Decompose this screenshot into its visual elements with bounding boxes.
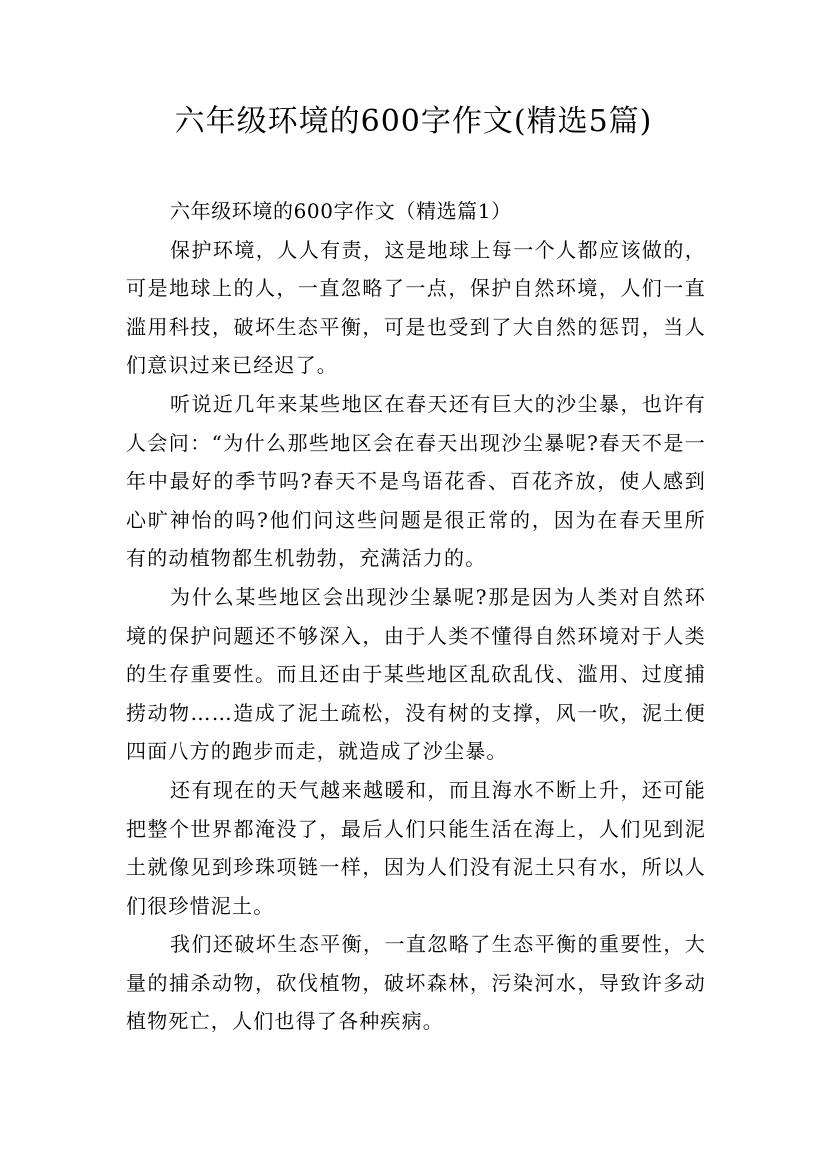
section-heading: 六年级环境的600字作文（精选篇1） bbox=[170, 199, 512, 223]
paragraph-2: 听说近几年来某些地区在春天还有巨大的沙尘暴，也许有人会问：“为什么那些地区会在春天出现沙尘暴呢?春天不是一年中最好的季节吗?春天不是鸟语花香、百花齐放，使人感到心旷神怡的吗?他们问这些问题是很正常的，因为在春天里所有的动植物都生机勃勃，充满活力的。 bbox=[126, 391, 706, 571]
paragraph-4: 还有现在的天气越来越暖和，而且海水不断上升，还可能把整个世界都淹没了，最后人们只能生活在海上，人们见到泥土就像见到珍珠项链一样，因为人们没有泥土只有水，所以人们很珍惜泥土。 bbox=[126, 777, 706, 918]
document-title: 六年级环境的600字作文(精选5篇) bbox=[174, 104, 653, 139]
document-body bbox=[126, 192, 706, 1041]
paragraph-1: 保护环境，人人有责，这是地球上每一个人都应该做的，可是地球上的人，一直忽略了一点，保护自然环境，人们一直滥用科技，破坏生态平衡，可是也受到了大自然的惩罚，当人们意识过来已经迟了。 bbox=[126, 237, 706, 378]
paragraph-5: 我们还破坏生态平衡，一直忽略了生态平衡的重要性，大量的捕杀动物，砍伐植物，破坏森林，污染河水，导致许多动植物死亡，人们也得了各种疾病。 bbox=[126, 932, 706, 1034]
paragraph-3: 为什么某些地区会出现沙尘暴呢?那是因为人类对自然环境的保护问题还不够深入，由于人类不懂得自然环境对于人类的生存重要性。而且还由于某些地区乱砍乱伐、滥用、过度捕捞动物……造成了泥土疏松，没有树的支撑，风一吹，泥土便四面八方的跑步而走，就造成了沙尘暴。 bbox=[126, 584, 706, 764]
